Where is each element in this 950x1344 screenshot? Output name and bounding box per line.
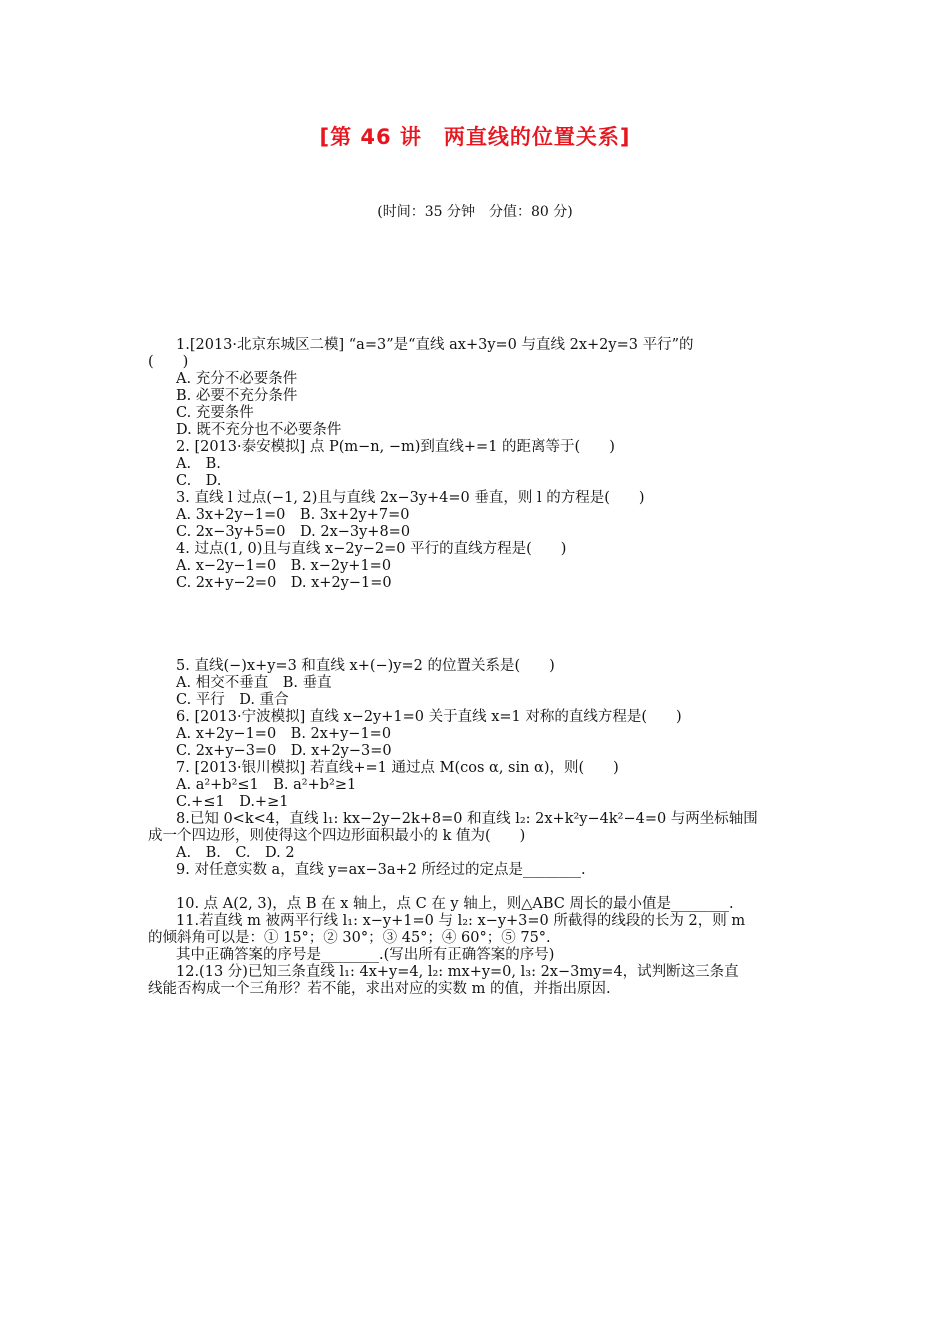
q11-stem-continued: 的倾斜角可以是：① 15°；② 30°；③ 45°；④ 60°；⑤ 75°. — [148, 930, 551, 946]
q7-stem: 7. [2013·银川模拟] 若直线+=1 通过点 M(cos α, sin α)，则( ) — [176, 760, 619, 776]
q12-stem-continued: 线能否构成一个三角形？若不能，求出对应的实数 m 的值，并指出原因. — [148, 981, 611, 997]
q8-stem-continued: 成一个四边形，则使得这个四边形面积最小的 k 值为( ) — [148, 828, 526, 844]
q2-options-ab: A. B. — [176, 456, 221, 472]
q1-answer-bracket: ( ) — [148, 354, 189, 370]
q6-options-ab: A. x+2y−1=0 B. 2x+y−1=0 — [176, 726, 392, 742]
q5-options-cd: C. 平行 D. 重合 — [176, 692, 289, 708]
q1-option-b: B. 必要不充分条件 — [176, 388, 298, 404]
q11-answer-prompt: 其中正确答案的序号是________.(写出所有正确答案的序号) — [176, 947, 555, 963]
q4-options-ab: A. x−2y−1=0 B. x−2y+1=0 — [176, 558, 392, 574]
q9-stem: 9. 对任意实数 a，直线 y=ax−3a+2 所经过的定点是________. — [176, 862, 586, 878]
q3-options-cd: C. 2x−3y+5=0 D. 2x−3y+8=0 — [176, 524, 411, 540]
q2-options-cd: C. D. — [176, 473, 222, 489]
q8-stem: 8.已知 0<k<4，直线 l₁: kx−2y−2k+8=0 和直线 l₂: 2x+k²y−4k²−4=0 与两坐标轴围 — [176, 811, 758, 827]
q1-option-a: A. 充分不必要条件 — [176, 371, 298, 387]
q7-options-ab: A. a²+b²≤1 B. a²+b²≥1 — [176, 777, 357, 793]
q1-option-c: C. 充要条件 — [176, 405, 254, 421]
q7-options-cd: C.+≤1 D.+≥1 — [176, 794, 289, 810]
q1-option-d: D. 既不充分也不必要条件 — [176, 422, 342, 438]
q12-stem: 12.(13 分)已知三条直线 l₁: 4x+y=4, l₂: mx+y=0, l₃: 2x−3my=4，试判断这三条直 — [176, 964, 739, 980]
q11-stem: 11.若直线 m 被两平行线 l₁: x−y+1=0 与 l₂: x−y+3=0 所截得的线段的长为 2，则 m — [176, 913, 746, 929]
q6-stem: 6. [2013·宁波模拟] 直线 x−2y+1=0 关于直线 x=1 对称的直线方程是( ) — [176, 709, 682, 725]
q4-stem: 4. 过点(1, 0)且与直线 x−2y−2=0 平行的直线方程是( ) — [176, 541, 567, 557]
q6-options-cd: C. 2x+y−3=0 D. x+2y−3=0 — [176, 743, 392, 759]
q3-options-ab: A. 3x+2y−1=0 B. 3x+2y+7=0 — [176, 507, 410, 523]
q10-stem: 10. 点 A(2, 3)，点 B 在 x 轴上，点 C 在 y 轴上，则△ABC 周长的最小值是________. — [176, 896, 734, 912]
q1-stem: 1.[2013·北京东城区二模] “a=3”是“直线 ax+3y=0 与直线 2x+2y=3 平行”的 — [176, 337, 694, 353]
time-score-info: (时间：35 分钟 分值：80 分) — [377, 204, 573, 220]
q4-options-cd: C. 2x+y−2=0 D. x+2y−1=0 — [176, 575, 392, 591]
q3-stem: 3. 直线 l 过点(−1, 2)且与直线 2x−3y+4=0 垂直，则 l 的方程是( ) — [176, 490, 645, 506]
q5-options-ab: A. 相交不垂直 B. 垂直 — [176, 675, 332, 691]
q2-stem: 2. [2013·泰安模拟] 点 P(m−n, −m)到直线+=1 的距离等于( ) — [176, 439, 615, 455]
q8-options: A. B. C. D. 2 — [176, 845, 295, 861]
page-title: [第 46 讲 两直线的位置关系] — [319, 125, 631, 149]
q5-stem: 5. 直线(−)x+y=3 和直线 x+(−)y=2 的位置关系是( ) — [176, 658, 555, 674]
